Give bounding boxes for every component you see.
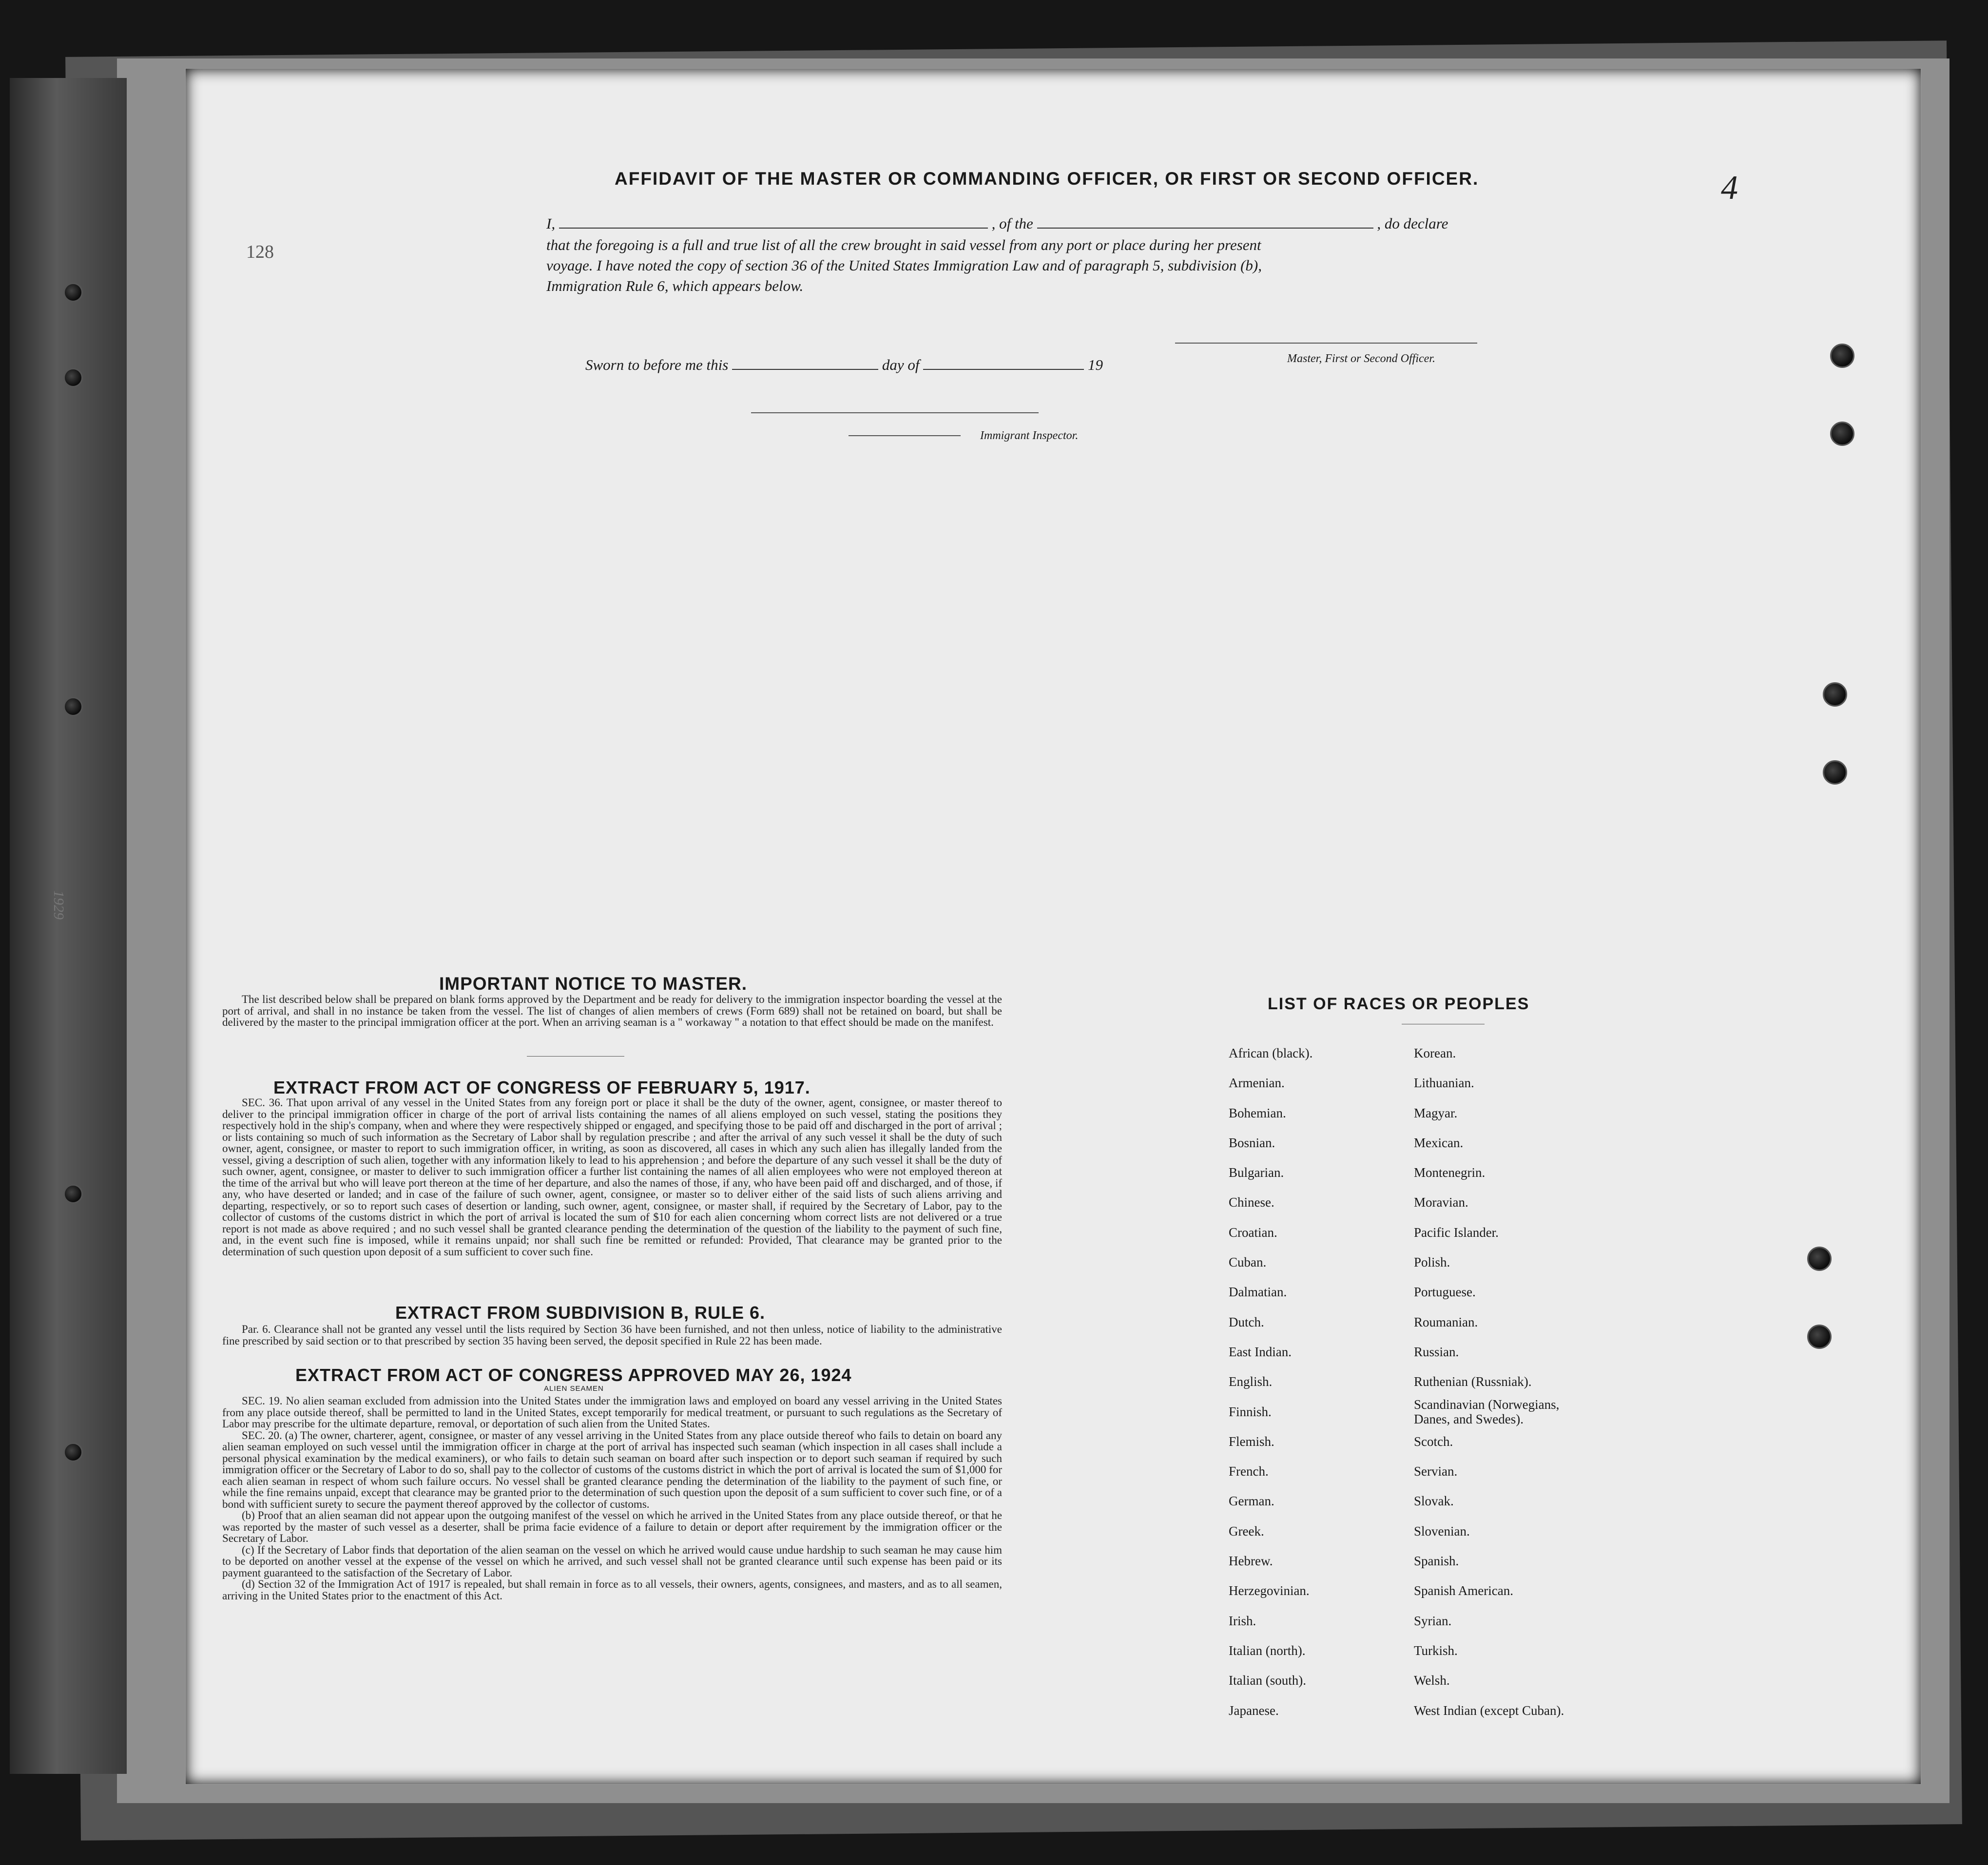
punch-hole [1830, 344, 1854, 368]
binder-ring-hole [63, 283, 83, 302]
affidavit-line-3: Immigration Rule 6, which appears below. [546, 277, 804, 294]
punch-hole [1823, 682, 1847, 707]
extract-1924-paragraph: (b) Proof that an alien seaman did not appear upon the outgoing manifest of the vessel on which he arrived in the United States from any place outside thereof, or that he was reported by the master of such vessel as a deserter, shall be prima facie evidence of a failure to detain or deport after requirement by the immigration officer or the Secretary of Labor. [222, 1509, 1002, 1544]
race-item: Hebrew. [1229, 1554, 1273, 1569]
race-item: Scandinavian (Norwegians, Danes, and Swedes). [1414, 1397, 1560, 1427]
race-item: Dalmatian. [1229, 1285, 1287, 1300]
affidavit-of-the: , of the [991, 215, 1033, 232]
extract-1924-paragraph: (c) If the Secretary of Labor finds that deportation of the alien seaman on the vessel on which he arrived would cause undue hardship to such seaman he may cause him to be deported on another vessel at the expense of the vessel on which he arrived, and such vessel shall not be granted clearance until such expense has been paid or its payment guaranteed to the satisfaction of the Secretary of Labor. [222, 1543, 1002, 1579]
race-item: Roumanian. [1414, 1314, 1478, 1329]
races-right-column [1414, 1038, 1575, 1726]
inspector-short-line [849, 435, 961, 436]
race-item: Croatian. [1229, 1225, 1277, 1240]
race-item: Lithuanian. [1414, 1076, 1474, 1091]
race-item: Montenegrin. [1414, 1165, 1486, 1180]
sworn-label: Sworn to before me this [585, 356, 729, 373]
binder-ring-hole [63, 368, 83, 387]
extract-1924-body [222, 1395, 1002, 1601]
race-item: French. [1229, 1464, 1269, 1479]
race-item: Syrian. [1414, 1613, 1452, 1628]
extract-1924-subtitle: ALIEN SEAMEN [544, 1384, 604, 1393]
race-item: Spanish American. [1414, 1583, 1513, 1598]
year-prefix: 19 [1087, 356, 1103, 373]
race-item: East Indian. [1229, 1344, 1292, 1359]
notice-body: The list described below shall be prepared on blank forms approved by the Department and be ready for delivery to the immigration inspector boarding the vessel at the port of arrival, and shall in no instance be taken from the vessel. The list of changes of alien members of crews (Form 689) shall not be retained on board, but shall be delivered by the master to the principal immigration officer at the port. When an arriving seaman is a " workaway " a notation to that effect should be made on the manifest. [222, 993, 1002, 1028]
stamp-number: 128 [246, 242, 274, 262]
race-item: Finnish. [1229, 1404, 1272, 1419]
race-item: Korean. [1414, 1046, 1456, 1060]
races-title: LIST OF RACES OR PEOPLES [1268, 995, 1530, 1013]
punch-hole [1807, 1247, 1832, 1271]
race-item: Bulgarian. [1229, 1165, 1284, 1180]
race-item: Herzegovinian. [1229, 1583, 1310, 1598]
race-item: German. [1229, 1494, 1274, 1509]
race-item: African (black). [1229, 1046, 1313, 1060]
punch-hole [1807, 1325, 1832, 1349]
extract-1917-title: EXTRACT FROM ACT OF CONGRESS OF FEBRUARY 5, 1917. [273, 1077, 811, 1097]
master-label: Master, First or Second Officer. [1287, 352, 1435, 365]
binder-strip [10, 78, 127, 1774]
extract-1917-body: SEC. 36. That upon arrival of any vessel in the United States from any foreign port or place it shall be the duty of the owner, agent, consignee, or master thereof to deliver to the principal immigration officer in charge of the port of arrival lists containing the names of all aliens employed on such vessel, stating the positions they respectively hold in the ship's company, when and where they were respectively shipped or engaged, and specifying those to be paid off and discharged in the port of arrival ; or lists containing so much of such information as the Secretary of Labor shall by regulation prescribe ; and after the arrival of any such vessel it shall be the duty of such owner, agent, consignee, or master to report to such immigration officer, in writing, as soon as discovered, all cases in which any such alien has illegally landed from the vessel, giving a description of such alien, together with any information likely to lead to his apprehension ; and before the departure of any such vessel it shall be the duty of such owner, agent, consignee, or master to deliver to such immigration officer a further list containing the names of all alien employees who were not employed thereon at the time of the arrival but who will leave port thereon at the time of her departure, and also the names of those, if any, who have been paid off and discharged, and of those, if any, who have deserted or landed; and in case of the failure of such owner, agent, consignee, or master so to deliver either of the said lists of such aliens arriving and departing, respectively, or so to report such cases of desertion or landing, such owner, agent, consignee, or master shall, if required by the Secretary of Labor, pay to the collector of customs of the customs district in which the port of arrival is located the sum of $10 for each alien concerning whom correct lists are not delivered or a true report is not made as above required ; and no such vessel shall be granted clearance pending the determination of the question of the liability to the payment of such fine, and, in the event such fine is imposed, while it remains unpaid; nor shall such fine be remitted or refunded: Provided, That clearance may be granted prior to the determination of such question upon deposit of a sum sufficient to cover such fine. [222, 1096, 1002, 1258]
punch-hole [1823, 760, 1847, 785]
affidavit-line-2: voyage. I have noted the copy of section 36 of the United States Immigration Law and of paragraph 5, subdivision (b), [546, 257, 1262, 274]
divider [527, 1056, 624, 1057]
sworn-month-blank[interactable] [923, 364, 1084, 370]
sworn-day-blank[interactable] [732, 364, 878, 370]
extract-1924-paragraph: SEC. 19. No alien seaman excluded from admission into the United States under the immigration laws and employed on board any vessel arriving in the United States from any place outside thereof, shall be permitted to land in the United States, except temporarily for medical treatment, or pursuant to such regulations as the Secretary of Labor may prescribe for the ultimate departure, removal, or deportation of such alien from the United States. [222, 1395, 1002, 1430]
race-item: Russian. [1414, 1344, 1459, 1359]
race-item: Dutch. [1229, 1314, 1264, 1329]
race-item: Servian. [1414, 1464, 1458, 1479]
rule6-body: Par. 6. Clearance shall not be granted any vessel until the lists required by Section 36 have been furnished, and not then unless, notice of liability to the administrative fine prescribed by said section or to that prescribed by section 35 having been served, the deposit specified in Rule 22 has been made. [222, 1323, 1002, 1347]
race-item: Spanish. [1414, 1554, 1459, 1569]
race-item: English. [1229, 1374, 1273, 1389]
races-left-column [1229, 1038, 1312, 1726]
race-item: Bosnian. [1229, 1135, 1275, 1150]
master-signature-line[interactable] [1175, 343, 1477, 344]
sworn-line [585, 356, 1103, 374]
race-item: Magyar. [1414, 1105, 1458, 1120]
day-of-label: day of [882, 356, 920, 373]
race-item: Greek. [1229, 1523, 1264, 1538]
race-item: Italian (north). [1229, 1643, 1306, 1658]
affidavit-i-label: I, [546, 215, 556, 232]
affidavit-line-1: that the foregoing is a full and true list of all the crew brought in said vessel from any port or place during her present [546, 236, 1261, 253]
extract-1924-paragraph: SEC. 20. (a) The owner, charterer, agent, consignee, or master of any vessel arriving in the United States from any place outside thereof who fails to detain on board any alien seaman employed on such vessel until the immigration officer in charge at the port of arrival has inspected such seaman (which inspection in all cases shall include a personal physical examination by the medical examiners), or who fails to detain such seaman on board after such inspection or to deport such seaman if required by such immigration officer or the Secretary of Labor to do so, shall pay to the collector of customs of the customs district in which the port of arrival is located the sum of $1,000 for each alien seaman in respect of whom such failure occurs. No vessel shall be granted clearance pending the determination of the liability to the payment of such fine, or while the fine remains unpaid, except that clearance may be granted prior to the determination of such question upon the deposit of a sum sufficient to cover such fine, or of a bond with sufficient surety to secure the payment thereof approved by the collector of customs. [222, 1429, 1002, 1510]
race-item: Welsh. [1414, 1673, 1450, 1688]
race-item: Chinese. [1229, 1195, 1274, 1210]
race-item: Ruthenian (Russniak). [1414, 1374, 1532, 1389]
race-item: Armenian. [1229, 1076, 1285, 1091]
name-blank[interactable] [559, 223, 988, 229]
race-item: Japanese. [1229, 1703, 1279, 1718]
race-item: Flemish. [1229, 1434, 1274, 1449]
race-item: Pacific Islander. [1414, 1225, 1499, 1240]
binder-ring-hole [63, 1184, 83, 1204]
inspector-label: Immigrant Inspector. [980, 429, 1079, 442]
document-page [185, 68, 1921, 1785]
side-year-mark: 1929 [51, 890, 67, 920]
binder-ring-hole [63, 1442, 83, 1462]
affidavit-name-line [546, 215, 1448, 232]
race-item: Turkish. [1414, 1643, 1458, 1658]
inspector-signature-line[interactable] [751, 412, 1039, 413]
page-number-mark: 4 [1721, 169, 1738, 207]
notice-title: IMPORTANT NOTICE TO MASTER. [439, 974, 748, 994]
race-item: Irish. [1229, 1613, 1256, 1628]
extract-1924-paragraph: (d) Section 32 of the Immigration Act of 1917 is repealed, but shall remain in force as to all vessels, their owners, agents, consignees, and masters, and as to all seamen, arriving in the United States prior to the enactment of this Act. [222, 1578, 1002, 1602]
race-item: West Indian (except Cuban). [1414, 1703, 1564, 1718]
race-item: Slovenian. [1414, 1523, 1470, 1538]
rule6-title: EXTRACT FROM SUBDIVISION B, RULE 6. [395, 1303, 766, 1323]
punch-hole [1830, 422, 1854, 446]
race-item: Portuguese. [1414, 1285, 1476, 1300]
extract-1924-title: EXTRACT FROM ACT OF CONGRESS APPROVED MAY 26, 1924 [295, 1365, 852, 1385]
race-item: Scotch. [1414, 1434, 1453, 1449]
affidavit-title: AFFIDAVIT OF THE MASTER OR COMMANDING OFFICER, OR FIRST OR SECOND OFFICER. [615, 169, 1479, 189]
race-item: Moravian. [1414, 1195, 1468, 1210]
race-item: Cuban. [1229, 1255, 1267, 1270]
vessel-blank[interactable] [1037, 223, 1373, 229]
race-item: Mexican. [1414, 1135, 1464, 1150]
race-item: Slovak. [1414, 1494, 1454, 1509]
race-item: Polish. [1414, 1255, 1450, 1270]
race-item: Italian (south). [1229, 1673, 1306, 1688]
binder-ring-hole [63, 697, 83, 716]
affidavit-do-declare: , do declare [1377, 215, 1448, 232]
race-item: Bohemian. [1229, 1105, 1286, 1120]
